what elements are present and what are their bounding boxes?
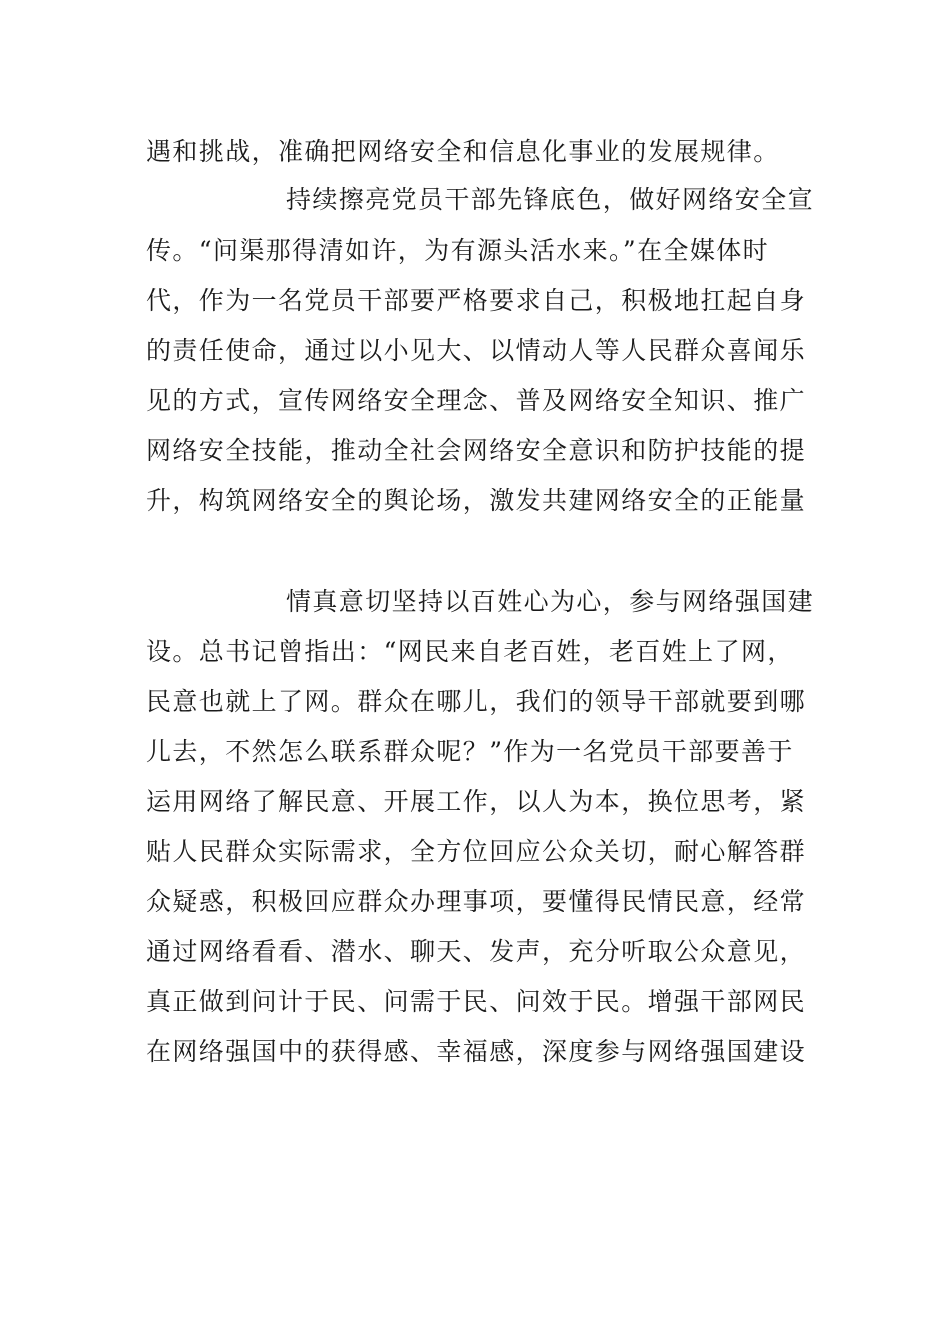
- paragraph-3-line-4: 儿去，不然怎么联系群众呢？”作为一名党员干部要善于: [146, 737, 794, 766]
- paragraph-2-line-2: 传。“问渠那得清如许，为有源头活水来。”在全媒体时: [146, 236, 770, 265]
- paragraph-3-line-2: 设。总书记曾指出：“网民来自老百姓，老百姓上了网，: [146, 637, 794, 666]
- paragraph-2-line-7: 升，构筑网络安全的舆论场，激发共建网络安全的正能量: [146, 486, 807, 515]
- paragraph-3-line-3: 民意也就上了网。群众在哪儿，我们的领导干部就要到哪: [146, 687, 807, 716]
- paragraph-3-line-6: 贴人民群众实际需求，全方位回应公众关切，耐心解答群: [146, 837, 807, 866]
- paragraph-2-line-5: 见的方式，宣传网络安全理念、普及网络安全知识、推广: [146, 386, 807, 415]
- paragraph-2-line-3: 代，作为一名党员干部要严格要求自己，积极地扛起自身: [146, 286, 807, 315]
- paragraph-2-line-6: 网络安全技能，推动全社会网络安全意识和防护技能的提: [146, 436, 807, 465]
- paragraph-3-line-5: 运用网络了解民意、开展工作，以人为本，换位思考，紧: [146, 787, 807, 816]
- paragraph-3-line-10: 在网络强国中的获得感、幸福感，深度参与网络强国建设: [146, 1037, 807, 1066]
- paragraph-2-line-4: 的责任使命，通过以小见大、以情动人等人民群众喜闻乐: [146, 336, 807, 365]
- paragraph-3-line-8: 通过网络看看、潜水、聊天、发声，充分听取公众意见，: [146, 937, 807, 966]
- paragraph-3-line-1: 情真意切坚持以百姓心为心，参与网络强国建: [286, 587, 815, 616]
- paragraph-3-line-9: 真正做到问计于民、问需于民、问效于民。增强干部网民: [146, 987, 807, 1016]
- paragraph-3-line-7: 众疑惑，积极回应群众办理事项，要懂得民情民意，经常: [146, 887, 807, 916]
- paragraph-2-line-1: 持续擦亮党员干部先锋底色，做好网络安全宣: [286, 185, 815, 214]
- paragraph-1-line-1: 遇和挑战，准确把网络安全和信息化事业的发展规律。: [146, 137, 780, 166]
